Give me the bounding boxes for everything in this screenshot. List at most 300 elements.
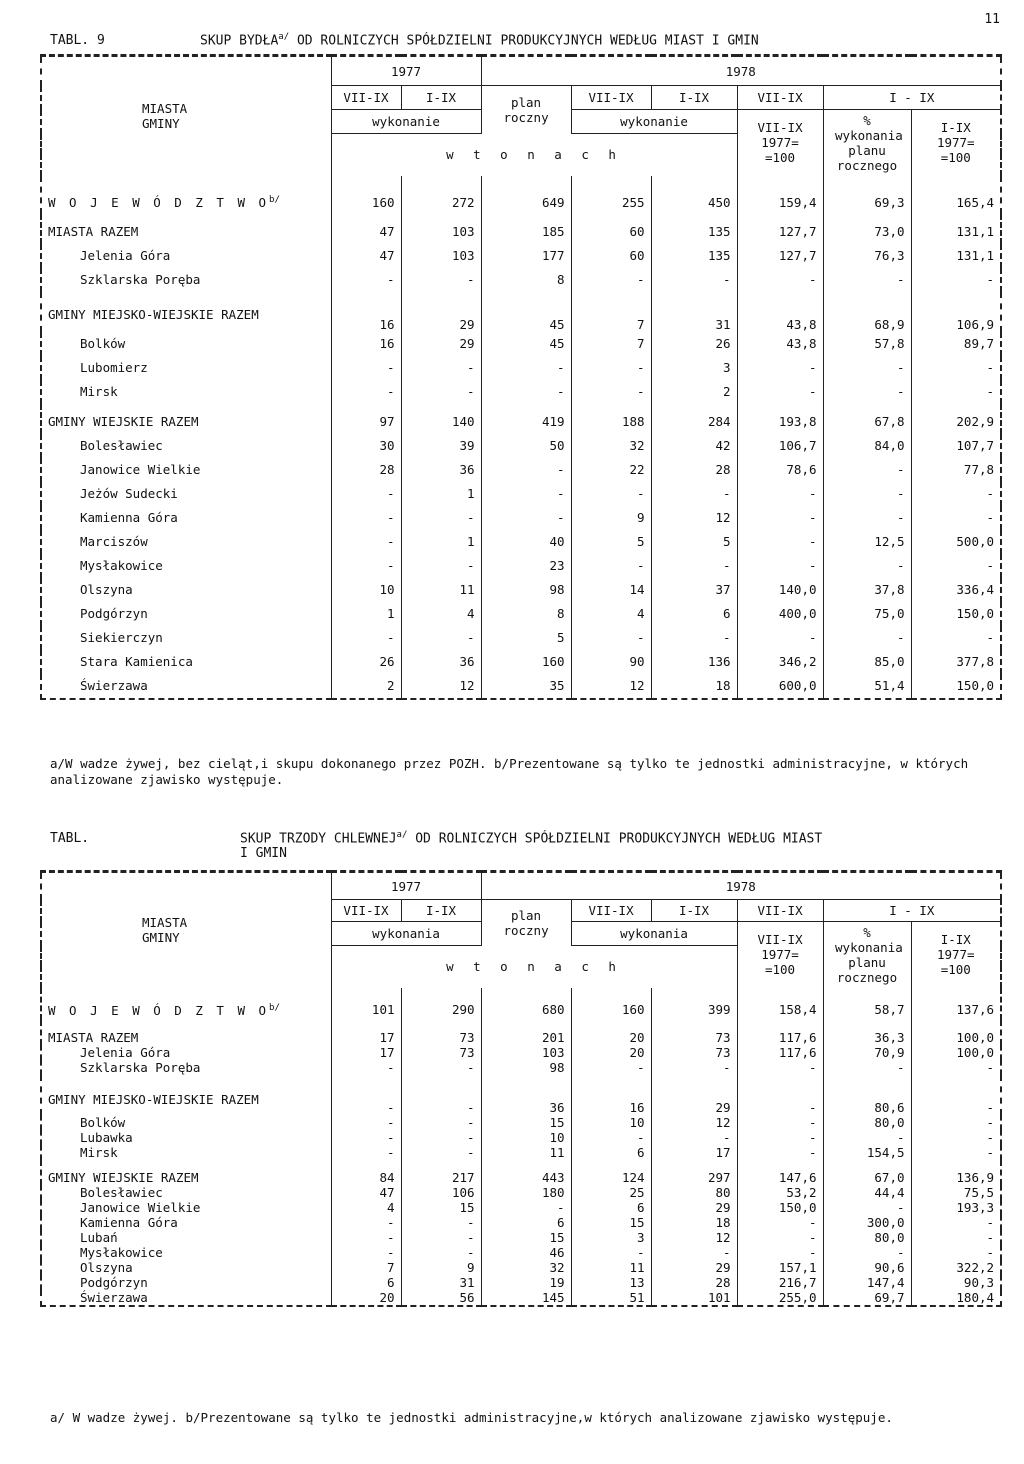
cell-value: - bbox=[823, 458, 911, 482]
table2-title-sup: a/ bbox=[396, 830, 408, 840]
row-name bbox=[41, 1185, 331, 1200]
cell-value: 6 bbox=[651, 602, 737, 626]
cell-value: - bbox=[481, 1200, 571, 1215]
cell-value: 30 bbox=[331, 434, 401, 458]
cell-value: - bbox=[737, 1115, 823, 1130]
row-name bbox=[41, 1275, 331, 1290]
cell-value: 193,3 bbox=[911, 1200, 1001, 1215]
page-number: 11 bbox=[984, 12, 1000, 27]
cell-value: 377,8 bbox=[911, 650, 1001, 674]
cell-value: 53,2 bbox=[737, 1185, 823, 1200]
plan-label: plan roczny bbox=[503, 94, 549, 125]
row-name-label: Jelenia Góra bbox=[80, 1044, 171, 1060]
row-name-label: Podgórzyn bbox=[80, 606, 148, 621]
row-name bbox=[41, 506, 331, 530]
cell-value: 85,0 bbox=[823, 650, 911, 674]
t1-h-vii-ix-1977: VII-IX bbox=[331, 86, 401, 110]
table-row bbox=[41, 332, 1001, 356]
cell-value: 5 bbox=[651, 530, 737, 554]
cell-value: 8 bbox=[481, 268, 571, 292]
cell-value: - bbox=[651, 626, 737, 650]
cell-value: 15 bbox=[481, 1230, 571, 1245]
cell-value: 25 bbox=[571, 1185, 651, 1200]
cell-value: 51 bbox=[571, 1290, 651, 1306]
cell-value: 131,1 bbox=[911, 244, 1001, 268]
row-name bbox=[41, 1160, 331, 1185]
cell-value: - bbox=[823, 626, 911, 650]
cell-value: 106,7 bbox=[737, 434, 823, 458]
cell-value: - bbox=[331, 1245, 401, 1260]
cell-value: 9 bbox=[401, 1260, 481, 1275]
cell-value: 36 bbox=[481, 1075, 571, 1115]
row-name-label: Bolesławiec bbox=[80, 438, 163, 453]
cell-value: 73 bbox=[651, 1045, 737, 1060]
cell-value: - bbox=[911, 554, 1001, 578]
row-name-label: Mirsk bbox=[80, 384, 118, 399]
row-name-label: Siekierczyn bbox=[80, 630, 163, 645]
cell-value: 16 bbox=[331, 292, 401, 332]
cell-value: 11 bbox=[481, 1145, 571, 1160]
cell-value: 47 bbox=[331, 1185, 401, 1200]
cell-value: 165,4 bbox=[911, 176, 1001, 214]
cell-value: - bbox=[737, 268, 823, 292]
cell-value: 272 bbox=[401, 176, 481, 214]
cell-value: 680 bbox=[481, 988, 571, 1020]
cell-value: 77,8 bbox=[911, 458, 1001, 482]
row-name bbox=[41, 1045, 331, 1060]
table-row bbox=[41, 1290, 1001, 1306]
row-name bbox=[41, 1230, 331, 1245]
cell-value: - bbox=[911, 268, 1001, 292]
table1-title-text: SKUP BYDŁA bbox=[200, 33, 279, 49]
cell-value: - bbox=[571, 1245, 651, 1260]
row-name bbox=[41, 674, 331, 699]
cell-value: - bbox=[737, 482, 823, 506]
cell-value: - bbox=[911, 1230, 1001, 1245]
row-name bbox=[41, 1215, 331, 1230]
table-row bbox=[41, 1245, 1001, 1260]
table-row bbox=[41, 1260, 1001, 1275]
cell-value: 18 bbox=[651, 1215, 737, 1230]
cell-value: - bbox=[737, 626, 823, 650]
t1-h-vii-ix-ratio-group: VII-IX bbox=[737, 86, 823, 110]
table-row bbox=[41, 1020, 1001, 1045]
table2-stub-header bbox=[41, 872, 331, 988]
cell-value: 17 bbox=[331, 1020, 401, 1045]
row-name-label: W O J E W Ó D Z T W O bbox=[48, 195, 270, 211]
cell-value: - bbox=[401, 356, 481, 380]
cell-value: 89,7 bbox=[911, 332, 1001, 356]
row-name bbox=[41, 244, 331, 268]
cell-value: - bbox=[331, 356, 401, 380]
cell-value: 4 bbox=[571, 602, 651, 626]
cell-value: 44,4 bbox=[823, 1185, 911, 1200]
table1-title-sup: a/ bbox=[278, 32, 290, 42]
table-row bbox=[41, 244, 1001, 268]
cell-value: 98 bbox=[481, 578, 571, 602]
cell-value: 15 bbox=[571, 1215, 651, 1230]
row-name bbox=[41, 1130, 331, 1145]
row-name bbox=[41, 404, 331, 434]
cell-value: - bbox=[823, 380, 911, 404]
cell-value: - bbox=[737, 1215, 823, 1230]
cell-value: 15 bbox=[401, 1200, 481, 1215]
cell-value: 157,1 bbox=[737, 1260, 823, 1275]
cell-value: - bbox=[401, 1145, 481, 1160]
cell-value: 147,6 bbox=[737, 1160, 823, 1185]
cell-value: 145 bbox=[481, 1290, 571, 1306]
cell-value: 26 bbox=[331, 650, 401, 674]
cell-value: 127,7 bbox=[737, 214, 823, 244]
cell-value: 1 bbox=[401, 530, 481, 554]
cell-value: - bbox=[401, 1060, 481, 1075]
cell-value: - bbox=[331, 380, 401, 404]
row-name bbox=[41, 1245, 331, 1260]
cell-value: 101 bbox=[331, 988, 401, 1020]
row-name-footnote-mark: b/ bbox=[269, 194, 280, 205]
cell-value: 36 bbox=[401, 458, 481, 482]
row-name bbox=[41, 530, 331, 554]
row-name-label: Olszyna bbox=[80, 582, 133, 597]
cell-value: - bbox=[331, 1075, 401, 1115]
cell-value: 297 bbox=[651, 1160, 737, 1185]
cell-value: 300,0 bbox=[823, 1215, 911, 1230]
t2-h-i-ix-1978: I-IX bbox=[651, 900, 737, 922]
cell-value: - bbox=[911, 1245, 1001, 1260]
table-row bbox=[41, 1230, 1001, 1245]
cell-value: - bbox=[823, 1200, 911, 1215]
row-name bbox=[41, 1075, 331, 1115]
row-name bbox=[41, 176, 331, 214]
cell-value: - bbox=[571, 626, 651, 650]
cell-value: - bbox=[737, 356, 823, 380]
cell-value: 29 bbox=[401, 292, 481, 332]
row-name-label: GMINY WIEJSKIE RAZEM bbox=[48, 1169, 199, 1185]
table2 bbox=[40, 870, 1002, 1307]
table-row bbox=[41, 292, 1001, 332]
cell-value: - bbox=[331, 1115, 401, 1130]
cell-value: - bbox=[911, 1130, 1001, 1145]
cell-value: 177 bbox=[481, 244, 571, 268]
cell-value: 346,2 bbox=[737, 650, 823, 674]
cell-value: 140,0 bbox=[737, 578, 823, 602]
cell-value: 5 bbox=[481, 626, 571, 650]
cell-value: - bbox=[331, 268, 401, 292]
table-row bbox=[41, 1060, 1001, 1075]
cell-value: 20 bbox=[331, 1290, 401, 1306]
cell-value: - bbox=[651, 554, 737, 578]
cell-value: - bbox=[737, 1145, 823, 1160]
row-name bbox=[41, 626, 331, 650]
cell-value: - bbox=[571, 1130, 651, 1145]
row-name-label: Olszyna bbox=[80, 1259, 133, 1275]
t2-h-wykonanie-1978: wykonania bbox=[571, 922, 737, 946]
t2-h-plan bbox=[481, 900, 571, 946]
cell-value: 180,4 bbox=[911, 1290, 1001, 1306]
cell-value: 42 bbox=[651, 434, 737, 458]
ratio-vii-ix-label: VII-IX 1977= =100 bbox=[757, 120, 803, 166]
t2-h-vii-ix-ratio-group: VII-IX bbox=[737, 900, 823, 922]
cell-value: 84,0 bbox=[823, 434, 911, 458]
table2-body bbox=[41, 988, 1001, 1306]
cell-value: 400,0 bbox=[737, 602, 823, 626]
table1-section bbox=[40, 54, 1000, 700]
cell-value: 14 bbox=[571, 578, 651, 602]
row-name bbox=[41, 554, 331, 578]
cell-value: 43,8 bbox=[737, 332, 823, 356]
row-name-label: Lubań bbox=[80, 1229, 118, 1245]
cell-value: 100,0 bbox=[911, 1020, 1001, 1045]
cell-value: 90,6 bbox=[823, 1260, 911, 1275]
cell-value: - bbox=[481, 380, 571, 404]
cell-value: - bbox=[823, 1245, 911, 1260]
cell-value: 9 bbox=[571, 506, 651, 530]
cell-value: 17 bbox=[331, 1045, 401, 1060]
row-name-label: Mysłakowice bbox=[80, 558, 163, 573]
cell-value: 80,0 bbox=[823, 1230, 911, 1245]
cell-value: 127,7 bbox=[737, 244, 823, 268]
cell-value: - bbox=[737, 1245, 823, 1260]
cell-value: - bbox=[401, 1215, 481, 1230]
cell-value: 106 bbox=[401, 1185, 481, 1200]
cell-value: 150,0 bbox=[911, 602, 1001, 626]
row-name-label: W O J E W Ó D Z T W O bbox=[48, 1003, 270, 1019]
table2-year-1977: 1977 bbox=[331, 872, 481, 900]
cell-value: 23 bbox=[481, 554, 571, 578]
cell-value: 600,0 bbox=[737, 674, 823, 699]
cell-value: 12,5 bbox=[823, 530, 911, 554]
pct-plan-label: % wykonania planu rocznego bbox=[835, 112, 903, 173]
cell-value: 12 bbox=[651, 1115, 737, 1130]
cell-value: - bbox=[401, 1115, 481, 1130]
cell-value: 90,3 bbox=[911, 1275, 1001, 1290]
cell-value: - bbox=[571, 380, 651, 404]
cell-value: 185 bbox=[481, 214, 571, 244]
cell-value: - bbox=[737, 1075, 823, 1115]
cell-value: - bbox=[823, 482, 911, 506]
t1-h-pct-plan bbox=[823, 110, 911, 176]
table1-footnote: a/W wadze żywej, bez cieląt,i skupu dokonanego przez POZH. b/Prezentowane są tylko te jednostki administracyjne, w których analizowane zjawisko występuje. bbox=[50, 756, 969, 787]
cell-value: - bbox=[571, 482, 651, 506]
cell-value: 46 bbox=[481, 1245, 571, 1260]
cell-value: - bbox=[481, 356, 571, 380]
cell-value: - bbox=[401, 1245, 481, 1260]
cell-value: - bbox=[737, 1060, 823, 1075]
cell-value: - bbox=[401, 1075, 481, 1115]
cell-value: 180 bbox=[481, 1185, 571, 1200]
cell-value: 500,0 bbox=[911, 530, 1001, 554]
table2-title-rest: OD ROLNICZYCH SPÓŁDZIELNI PRODUKCYJNYCH WEDŁUG MIAST bbox=[407, 831, 823, 847]
cell-value: 45 bbox=[481, 292, 571, 332]
cell-value: 255 bbox=[571, 176, 651, 214]
cell-value: 29 bbox=[651, 1075, 737, 1115]
row-name-label: Janowice Wielkie bbox=[80, 1199, 201, 1215]
cell-value: - bbox=[911, 626, 1001, 650]
row-name-label: GMINY MIEJSKO-WIEJSKIE RAZEM bbox=[48, 307, 259, 322]
table-row bbox=[41, 1160, 1001, 1185]
table-row bbox=[41, 554, 1001, 578]
cell-value: - bbox=[481, 458, 571, 482]
cell-value: 76,3 bbox=[823, 244, 911, 268]
cell-value: - bbox=[823, 1130, 911, 1145]
cell-value: 11 bbox=[571, 1260, 651, 1275]
table2-title bbox=[50, 830, 822, 846]
cell-value: 32 bbox=[571, 434, 651, 458]
cell-value: - bbox=[911, 356, 1001, 380]
cell-value: - bbox=[651, 1060, 737, 1075]
cell-value: 136 bbox=[651, 650, 737, 674]
cell-value: - bbox=[331, 1215, 401, 1230]
cell-value: 117,6 bbox=[737, 1020, 823, 1045]
cell-value: 216,7 bbox=[737, 1275, 823, 1290]
cell-value: 336,4 bbox=[911, 578, 1001, 602]
table2-label: TABL. bbox=[50, 831, 90, 847]
cell-value: - bbox=[401, 1130, 481, 1145]
cell-value: 140 bbox=[401, 404, 481, 434]
cell-value: 131,1 bbox=[911, 214, 1001, 244]
cell-value: 73,0 bbox=[823, 214, 911, 244]
cell-value: - bbox=[911, 1060, 1001, 1075]
cell-value: 98 bbox=[481, 1060, 571, 1075]
cell-value: 150,0 bbox=[737, 1200, 823, 1215]
row-name bbox=[41, 650, 331, 674]
t1-h-vii-ix-1978: VII-IX bbox=[571, 86, 651, 110]
cell-value: 56 bbox=[401, 1290, 481, 1306]
row-name-label: Jelenia Góra bbox=[80, 248, 171, 263]
t1-h-wykonanie-1978: wykonanie bbox=[571, 110, 737, 134]
table1-title bbox=[50, 32, 759, 48]
row-name-label: Bolków bbox=[80, 1114, 126, 1130]
t1-h-wykonanie-1977: wykonanie bbox=[331, 110, 481, 134]
cell-value: - bbox=[571, 268, 651, 292]
cell-value: 193,8 bbox=[737, 404, 823, 434]
row-name-label: Bolków bbox=[80, 336, 126, 351]
cell-value: 12 bbox=[401, 674, 481, 699]
row-name-label: Bolesławiec bbox=[80, 1184, 163, 1200]
table-row bbox=[41, 458, 1001, 482]
cell-value: 20 bbox=[571, 1020, 651, 1045]
cell-value: 7 bbox=[571, 292, 651, 332]
cell-value: 103 bbox=[401, 214, 481, 244]
cell-value: 22 bbox=[571, 458, 651, 482]
row-name bbox=[41, 268, 331, 292]
cell-value: 60 bbox=[571, 214, 651, 244]
table-row bbox=[41, 988, 1001, 1020]
cell-value: - bbox=[737, 554, 823, 578]
cell-value: 36,3 bbox=[823, 1020, 911, 1045]
cell-value: 188 bbox=[571, 404, 651, 434]
row-name-label: Marciszów bbox=[80, 534, 148, 549]
cell-value: 60 bbox=[571, 244, 651, 268]
cell-value: 84 bbox=[331, 1160, 401, 1185]
cell-value: - bbox=[571, 554, 651, 578]
cell-value: - bbox=[737, 530, 823, 554]
cell-value: 2 bbox=[651, 380, 737, 404]
row-name-label: Kamienna Góra bbox=[80, 1214, 178, 1230]
row-name bbox=[41, 458, 331, 482]
cell-value: - bbox=[823, 554, 911, 578]
cell-value: 75,5 bbox=[911, 1185, 1001, 1200]
cell-value: 12 bbox=[651, 506, 737, 530]
row-name bbox=[41, 434, 331, 458]
table2-footnote: a/ W wadze żywej. b/Prezentowane są tylko te jednostki administracyjne,w których analizowane zjawisko występuje. bbox=[50, 1410, 893, 1425]
table1-label: TABL. 9 bbox=[50, 33, 105, 49]
cell-value: 159,4 bbox=[737, 176, 823, 214]
cell-value: 10 bbox=[571, 1115, 651, 1130]
table1-header bbox=[41, 56, 1001, 176]
t2-h-vii-ix-1978: VII-IX bbox=[571, 900, 651, 922]
cell-value: - bbox=[401, 506, 481, 530]
cell-value: - bbox=[911, 482, 1001, 506]
t2-h-i-ix-group: I - IX bbox=[823, 900, 1001, 922]
cell-value: 31 bbox=[651, 292, 737, 332]
table-row bbox=[41, 578, 1001, 602]
cell-value: - bbox=[823, 506, 911, 530]
table-row bbox=[41, 674, 1001, 699]
cell-value: - bbox=[737, 506, 823, 530]
table-row bbox=[41, 1075, 1001, 1115]
table-row bbox=[41, 404, 1001, 434]
cell-value: 68,9 bbox=[823, 292, 911, 332]
cell-value: 3 bbox=[651, 356, 737, 380]
row-name-label: Stara Kamienica bbox=[80, 654, 193, 669]
t1-h-i-ix-1978: I-IX bbox=[651, 86, 737, 110]
table-row bbox=[41, 214, 1001, 244]
cell-value: 78,6 bbox=[737, 458, 823, 482]
cell-value: 284 bbox=[651, 404, 737, 434]
table-row bbox=[41, 268, 1001, 292]
cell-value: - bbox=[823, 1060, 911, 1075]
table2-header bbox=[41, 872, 1001, 988]
cell-value: 160 bbox=[331, 176, 401, 214]
cell-value: 37,8 bbox=[823, 578, 911, 602]
cell-value: 137,6 bbox=[911, 988, 1001, 1020]
cell-value: 37 bbox=[651, 578, 737, 602]
cell-value: 443 bbox=[481, 1160, 571, 1185]
t2-h-ratio-vii-ix bbox=[737, 922, 823, 988]
row-name bbox=[41, 482, 331, 506]
cell-value: 2 bbox=[331, 674, 401, 699]
cell-value: 202,9 bbox=[911, 404, 1001, 434]
cell-value: - bbox=[911, 506, 1001, 530]
cell-value: 101 bbox=[651, 1290, 737, 1306]
cell-value: - bbox=[331, 626, 401, 650]
ratio-vii-ix-label: VII-IX 1977= =100 bbox=[757, 932, 803, 978]
row-name bbox=[41, 578, 331, 602]
cell-value: 16 bbox=[571, 1075, 651, 1115]
table2-title-line2: I GMIN bbox=[240, 846, 287, 861]
cell-value: - bbox=[651, 482, 737, 506]
row-name-label: Mirsk bbox=[80, 1144, 118, 1160]
cell-value: 43,8 bbox=[737, 292, 823, 332]
cell-value: - bbox=[481, 482, 571, 506]
cell-value: 73 bbox=[401, 1045, 481, 1060]
cell-value: 135 bbox=[651, 214, 737, 244]
cell-value: 58,7 bbox=[823, 988, 911, 1020]
row-name bbox=[41, 332, 331, 356]
cell-value: - bbox=[911, 1215, 1001, 1230]
cell-value: - bbox=[331, 482, 401, 506]
cell-value: 97 bbox=[331, 404, 401, 434]
t1-h-plan bbox=[481, 86, 571, 134]
row-name-label: Podgórzyn bbox=[80, 1274, 148, 1290]
cell-value: 15 bbox=[481, 1115, 571, 1130]
ratio-i-ix-label: I-IX 1977= =100 bbox=[936, 932, 975, 978]
stub-header-label: MIASTA GMINY bbox=[142, 101, 188, 132]
cell-value: 6 bbox=[571, 1145, 651, 1160]
row-name bbox=[41, 214, 331, 244]
cell-value: 80,0 bbox=[823, 1115, 911, 1130]
